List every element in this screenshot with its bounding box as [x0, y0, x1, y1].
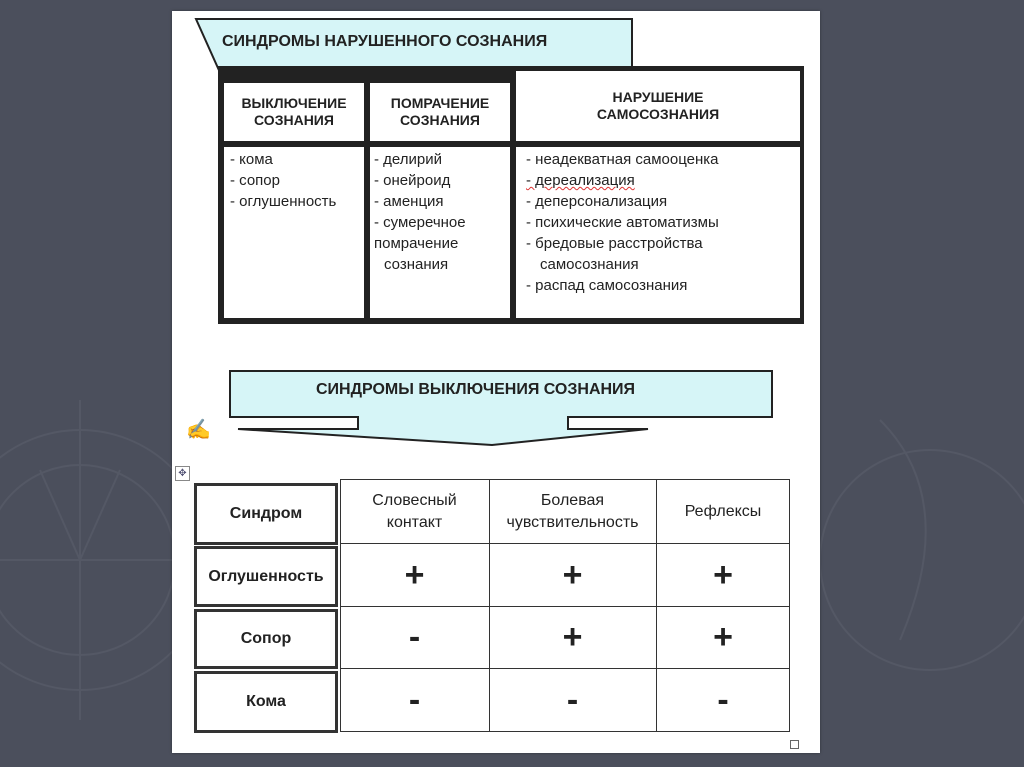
col-header-verbal: Словесный контакт [372, 492, 457, 531]
resize-handle-icon[interactable] [790, 740, 799, 749]
cell-koma-verbal: - [408, 681, 421, 719]
list-vykluchenie: - кома - сопор - оглушенность [222, 145, 366, 320]
col-header-syndrome: Синдром [194, 483, 338, 545]
second-title: СИНДРОМЫ ВЫКЛЮЧЕНИЯ СОЗНАНИЯ [316, 381, 636, 398]
cell-ogl-verbal: + [404, 555, 425, 594]
cell-ogl-reflex: + [713, 555, 733, 594]
header-vykluchenie: ВЫКЛЮЧЕНИЕ СОЗНАНИЯ [222, 81, 366, 143]
row-label-koma: Кома [194, 671, 338, 733]
list-narushenie: - неадекватная самооценка - дереализация - деперсонализация - психические автоматизмы - бредовые расстройства самосознания - распад самосознания [514, 145, 802, 320]
cell-koma-pain: - [566, 681, 579, 719]
move-handle-icon[interactable]: ✥ [175, 466, 190, 481]
col-header-reflexes: Рефлексы [684, 503, 762, 520]
cell-ogl-pain: + [562, 555, 583, 594]
header-narushenie: НАРУШЕНИЕ САМОСОЗНАНИЯ [514, 69, 802, 143]
cell-sopor-verbal: - [408, 618, 421, 656]
header-pomrachenie: ПОМРАЧЕНИЕ СОЗНАНИЯ [368, 81, 512, 143]
cell-koma-reflex: - [717, 681, 729, 719]
cell-sopor-pain: + [562, 618, 583, 656]
col-header-pain: Болевая чувствительность [506, 492, 639, 531]
row-label-sopor: Сопор [194, 609, 338, 669]
cell-sopor-reflex: + [713, 618, 733, 656]
row-label-ogl: Оглушенность [194, 546, 338, 607]
pen-icon: ✍ [186, 419, 211, 441]
top-title: СИНДРОМЫ НАРУШЕННОГО СОЗНАНИЯ [222, 33, 548, 50]
list-pomrachenie: - делирий - онейроид - аменция - сумеречное помрачение сознания [368, 145, 512, 320]
document-page [172, 11, 820, 753]
